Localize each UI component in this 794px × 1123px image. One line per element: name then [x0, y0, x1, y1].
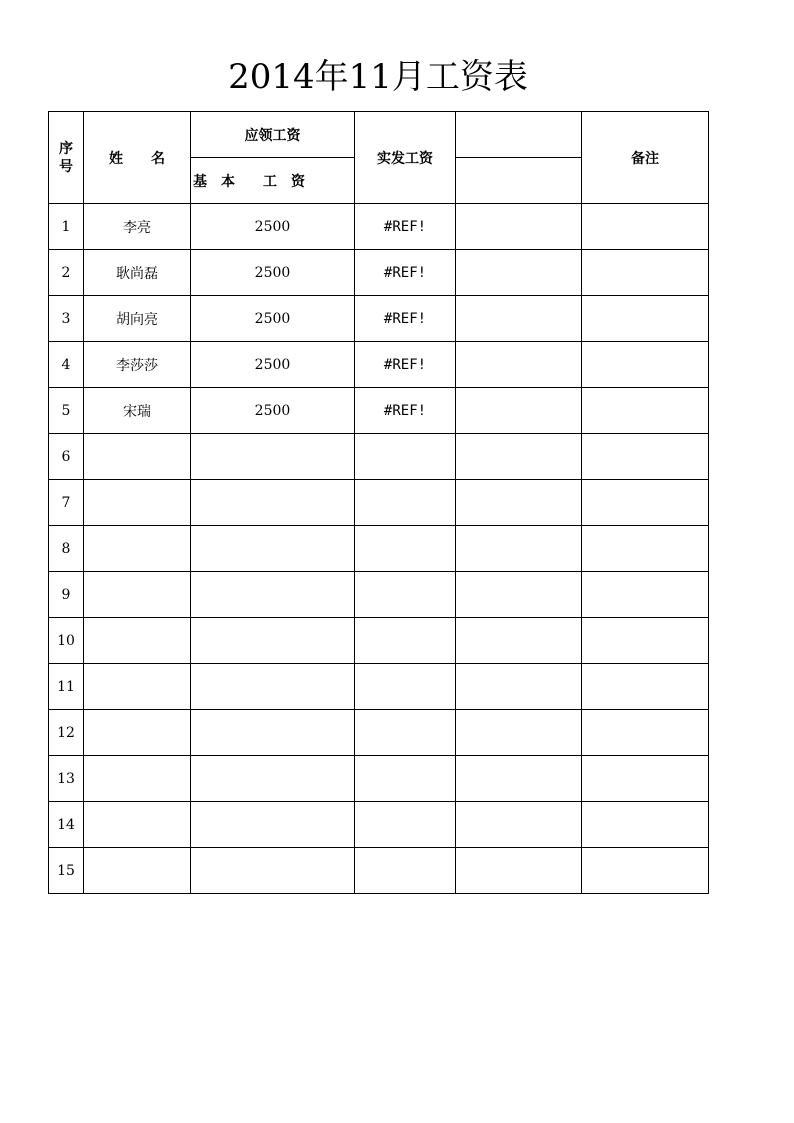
header-basic-wage: 基 本 工 资: [191, 158, 355, 204]
cell-basic-wage[interactable]: [191, 802, 355, 848]
cell-seq[interactable]: 6: [49, 434, 84, 480]
cell-remark[interactable]: [582, 664, 709, 710]
cell-seq[interactable]: 8: [49, 526, 84, 572]
cell-actual-wage[interactable]: [355, 710, 456, 756]
cell-extra[interactable]: [456, 572, 582, 618]
cell-remark[interactable]: [582, 434, 709, 480]
cell-seq[interactable]: 1: [49, 204, 84, 250]
cell-actual-wage[interactable]: [355, 434, 456, 480]
table-row: [49, 250, 709, 296]
table-row: [49, 342, 709, 388]
header-remark: 备注: [582, 112, 709, 204]
cell-remark[interactable]: [582, 710, 709, 756]
cell-remark[interactable]: [582, 802, 709, 848]
cell-remark[interactable]: [582, 204, 709, 250]
cell-basic-wage[interactable]: [191, 618, 355, 664]
cell-basic-wage[interactable]: 2500: [191, 296, 355, 342]
cell-basic-wage[interactable]: 2500: [191, 342, 355, 388]
cell-remark[interactable]: [582, 388, 709, 434]
cell-actual-wage[interactable]: #REF!: [355, 388, 456, 434]
cell-name[interactable]: [84, 848, 191, 894]
header-seq-line1: 序: [59, 140, 73, 157]
cell-remark[interactable]: [582, 480, 709, 526]
header-actual-wage: 实发工资: [355, 112, 456, 204]
cell-name[interactable]: 宋瑞: [84, 388, 191, 434]
cell-actual-wage[interactable]: [355, 848, 456, 894]
cell-name[interactable]: 李亮: [84, 204, 191, 250]
cell-seq[interactable]: 10: [49, 618, 84, 664]
cell-extra[interactable]: [456, 710, 582, 756]
cell-extra[interactable]: [456, 664, 582, 710]
cell-extra[interactable]: [456, 848, 582, 894]
cell-actual-wage[interactable]: #REF!: [355, 204, 456, 250]
header-payable-wage: 应领工资: [191, 112, 355, 158]
cell-actual-wage[interactable]: [355, 572, 456, 618]
cell-basic-wage[interactable]: [191, 848, 355, 894]
header-blank-top: [456, 112, 582, 158]
cell-seq[interactable]: 13: [49, 756, 84, 802]
cell-name[interactable]: 胡向亮: [84, 296, 191, 342]
cell-name[interactable]: [84, 480, 191, 526]
cell-name[interactable]: 李莎莎: [84, 342, 191, 388]
cell-name[interactable]: [84, 756, 191, 802]
header-blank-bottom: [456, 158, 582, 204]
cell-seq[interactable]: 9: [49, 572, 84, 618]
cell-extra[interactable]: [456, 204, 582, 250]
cell-extra[interactable]: [456, 802, 582, 848]
header-seq: [49, 112, 84, 204]
cell-actual-wage[interactable]: [355, 526, 456, 572]
header-row-top: [49, 112, 709, 158]
cell-name[interactable]: [84, 572, 191, 618]
cell-remark[interactable]: [582, 756, 709, 802]
table-row: [49, 204, 709, 250]
table-row: [49, 756, 709, 802]
table-row: [49, 388, 709, 434]
table-row: [49, 664, 709, 710]
cell-actual-wage[interactable]: #REF!: [355, 250, 456, 296]
cell-extra[interactable]: [456, 618, 582, 664]
cell-name[interactable]: [84, 664, 191, 710]
cell-remark[interactable]: [582, 526, 709, 572]
table-row: [49, 296, 709, 342]
cell-seq[interactable]: 12: [49, 710, 84, 756]
cell-basic-wage[interactable]: [191, 756, 355, 802]
table-row: [49, 572, 709, 618]
cell-extra[interactable]: [456, 250, 582, 296]
cell-basic-wage[interactable]: 2500: [191, 388, 355, 434]
cell-actual-wage[interactable]: [355, 664, 456, 710]
cell-seq[interactable]: 5: [49, 388, 84, 434]
cell-actual-wage[interactable]: [355, 802, 456, 848]
cell-remark[interactable]: [582, 250, 709, 296]
cell-actual-wage[interactable]: [355, 618, 456, 664]
table-row: [49, 710, 709, 756]
cell-basic-wage[interactable]: 2500: [191, 204, 355, 250]
cell-seq[interactable]: 2: [49, 250, 84, 296]
cell-extra[interactable]: [456, 388, 582, 434]
cell-seq[interactable]: 4: [49, 342, 84, 388]
cell-basic-wage[interactable]: [191, 526, 355, 572]
cell-extra[interactable]: [456, 296, 582, 342]
cell-remark[interactable]: [582, 296, 709, 342]
cell-name[interactable]: [84, 802, 191, 848]
cell-actual-wage[interactable]: #REF!: [355, 296, 456, 342]
header-name: 姓 名: [84, 112, 191, 204]
cell-extra[interactable]: [456, 434, 582, 480]
page-title: 2014年11月工资表: [228, 57, 528, 97]
cell-basic-wage[interactable]: [191, 664, 355, 710]
cell-name[interactable]: [84, 618, 191, 664]
cell-actual-wage[interactable]: #REF!: [355, 342, 456, 388]
cell-remark[interactable]: [582, 848, 709, 894]
cell-extra[interactable]: [456, 342, 582, 388]
cell-actual-wage[interactable]: [355, 480, 456, 526]
cell-seq[interactable]: 15: [49, 848, 84, 894]
table-row: [49, 848, 709, 894]
cell-extra[interactable]: [456, 756, 582, 802]
table-row: [49, 526, 709, 572]
table-row: [49, 480, 709, 526]
cell-basic-wage[interactable]: [191, 710, 355, 756]
cell-seq[interactable]: 7: [49, 480, 84, 526]
cell-basic-wage[interactable]: 2500: [191, 250, 355, 296]
cell-remark[interactable]: [582, 342, 709, 388]
cell-seq[interactable]: 11: [49, 664, 84, 710]
cell-name[interactable]: [84, 710, 191, 756]
table-row: [49, 802, 709, 848]
cell-basic-wage[interactable]: [191, 434, 355, 480]
cell-seq[interactable]: 3: [49, 296, 84, 342]
cell-actual-wage[interactable]: [355, 756, 456, 802]
cell-seq[interactable]: 14: [49, 802, 84, 848]
cell-name[interactable]: [84, 526, 191, 572]
cell-extra[interactable]: [456, 526, 582, 572]
cell-remark[interactable]: [582, 618, 709, 664]
cell-name[interactable]: [84, 434, 191, 480]
header-seq-line2: 号: [59, 158, 73, 175]
cell-extra[interactable]: [456, 480, 582, 526]
cell-name[interactable]: 耿尚磊: [84, 250, 191, 296]
table-row: [49, 618, 709, 664]
cell-remark[interactable]: [582, 572, 709, 618]
table-row: [49, 434, 709, 480]
cell-basic-wage[interactable]: [191, 572, 355, 618]
payroll-table: [48, 111, 709, 894]
cell-basic-wage[interactable]: [191, 480, 355, 526]
